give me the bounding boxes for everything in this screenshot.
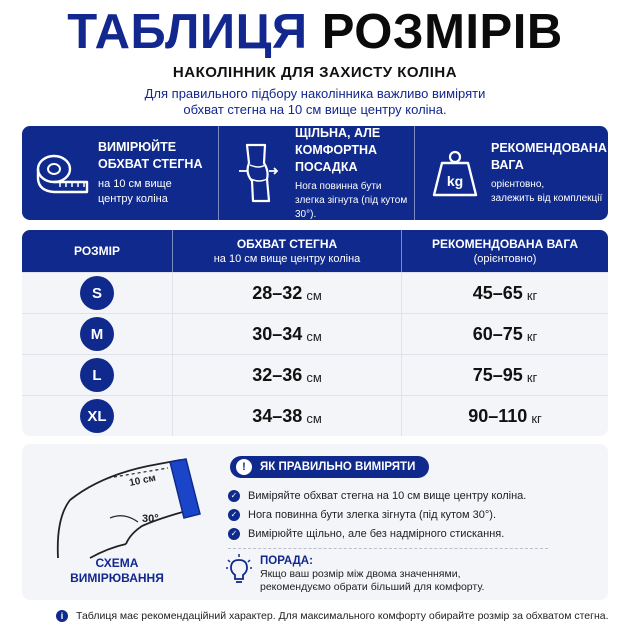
weight-value: 45–65 bbox=[472, 282, 523, 303]
info-weight-body bbox=[491, 178, 607, 206]
scheme-caption bbox=[52, 556, 182, 586]
scheme-caption-l1: СХЕМА bbox=[95, 556, 139, 570]
girth-value: 28–32 bbox=[252, 282, 303, 303]
header-girth-sub: на 10 см вище центру коліна bbox=[213, 252, 361, 265]
girth-unit: см bbox=[306, 328, 322, 344]
how-to-measure-badge bbox=[230, 456, 429, 478]
page-title bbox=[0, 6, 630, 58]
diagram-angle-label: 30° bbox=[142, 513, 159, 525]
table-header bbox=[22, 230, 608, 272]
info-measure-heading-l1: ВИМІРЮЙТЕ bbox=[98, 140, 177, 154]
header-weight-sub: (орієнтовно) bbox=[473, 252, 537, 265]
check-icon: ✓ bbox=[228, 509, 240, 521]
info-icon: i bbox=[56, 610, 68, 622]
weight-unit: кг bbox=[531, 410, 542, 426]
intro-text bbox=[0, 86, 630, 118]
lightbulb-icon bbox=[226, 554, 252, 586]
title-part-1: ТАБЛИЦЯ bbox=[67, 5, 308, 59]
check-icon: ✓ bbox=[228, 490, 240, 502]
list-item bbox=[228, 505, 526, 524]
info-fit-heading-l2: КОМФОРТНА ПОСАДКА bbox=[295, 142, 378, 174]
steps-list bbox=[228, 486, 526, 543]
step-text: Виміряйте обхват стегна на 10 см вище центру коліна. bbox=[248, 489, 527, 502]
info-weight-body-l1: орієнтовно, bbox=[491, 179, 545, 190]
table-row bbox=[22, 313, 608, 354]
weight-icon-label: kg bbox=[446, 173, 464, 189]
info-weight bbox=[414, 126, 608, 220]
header-girth-main: ОБХВАТ СТЕГНА bbox=[236, 236, 338, 251]
list-item bbox=[228, 486, 526, 505]
weight-value: 75–95 bbox=[472, 364, 523, 385]
weight-unit: кг bbox=[526, 287, 538, 303]
info-measure-body-l2: центру коліна bbox=[98, 193, 168, 205]
info-measure-heading bbox=[98, 139, 202, 173]
tip-title: ПОРАДА: bbox=[260, 555, 313, 567]
exclamation-icon: ! bbox=[236, 459, 252, 475]
header-weight-main: РЕКОМЕНДОВАНА ВАГА bbox=[431, 236, 579, 251]
scheme-caption-l2: ВИМІРЮВАННЯ bbox=[70, 571, 164, 585]
info-measure bbox=[22, 126, 218, 220]
info-fit-heading-l1: ЩІЛЬНА, АЛЕ bbox=[295, 125, 381, 140]
tip-block bbox=[226, 554, 484, 594]
info-fit bbox=[218, 126, 414, 220]
info-measure-body-l1: на 10 см вище bbox=[98, 178, 172, 190]
list-item bbox=[228, 524, 526, 543]
girth-unit: см bbox=[306, 369, 322, 385]
diagram-distance-label: 10 см bbox=[128, 472, 157, 489]
divider bbox=[228, 548, 548, 549]
girth-value: 32–36 bbox=[252, 364, 303, 385]
check-icon: ✓ bbox=[228, 528, 240, 540]
intro-line-2: обхват стегна на 10 см вище центру коліна. bbox=[183, 102, 447, 117]
girth-unit: см bbox=[306, 410, 322, 426]
size-badge: M bbox=[80, 317, 114, 351]
girth-unit: см bbox=[306, 287, 322, 303]
page-subtitle: НАКОЛІННИК ДЛЯ ЗАХИСТУ КОЛІНА bbox=[172, 64, 458, 81]
girth-value: 34–38 bbox=[252, 405, 303, 426]
info-band bbox=[22, 126, 608, 220]
size-badge: S bbox=[80, 276, 114, 310]
info-weight-body-l2: залежить від комплекції bbox=[491, 193, 603, 204]
step-text: Вимірюйте щільно, але без надмірного стискання. bbox=[248, 527, 505, 540]
table-row bbox=[22, 395, 608, 436]
tape-measure-icon bbox=[34, 143, 90, 203]
weight-value: 90–110 bbox=[468, 405, 528, 426]
info-fit-body-l1: Нога повинна бути bbox=[295, 180, 382, 192]
weight-unit: кг bbox=[526, 328, 538, 344]
how-to-measure-title: ЯК ПРАВИЛЬНО ВИМІРЯТИ bbox=[260, 461, 416, 473]
info-fit-body-l2: злегка зігнута (під кутом 30°). bbox=[295, 194, 408, 220]
girth-value: 30–34 bbox=[252, 323, 303, 344]
tip-line-1: Якщо ваш розмір між двома значеннями, bbox=[260, 568, 461, 580]
knee-sleeve-icon bbox=[231, 143, 287, 203]
size-table bbox=[22, 230, 608, 436]
footer-note bbox=[56, 610, 609, 622]
info-measure-body bbox=[98, 177, 202, 207]
tip-line-2: рекомендуємо обрати більший для комфорту. bbox=[260, 581, 485, 593]
weight-unit: кг bbox=[526, 369, 538, 385]
info-weight-heading-l1: РЕКОМЕНДОВАНА bbox=[491, 141, 607, 155]
measurement-diagram bbox=[30, 448, 220, 560]
size-badge: L bbox=[80, 358, 114, 392]
table-row bbox=[22, 354, 608, 395]
footer-text: Таблиця має рекомендаційний характер. Для максимального комфорту обирайте розмір за обхватом стегна. bbox=[76, 610, 609, 622]
info-weight-heading-l2: ВАГА bbox=[491, 158, 524, 172]
title-part-2: РОЗМІРІВ bbox=[321, 5, 563, 59]
header-size: РОЗМІР bbox=[73, 244, 121, 258]
info-measure-heading-l2: ОБХВАТ СТЕГНА bbox=[98, 157, 203, 171]
info-fit-body bbox=[295, 180, 414, 222]
header-weight bbox=[401, 230, 608, 272]
info-weight-heading bbox=[491, 140, 607, 174]
measure-panel bbox=[22, 444, 608, 600]
table-row bbox=[22, 272, 608, 313]
size-badge: XL bbox=[80, 399, 114, 433]
weight-value: 60–75 bbox=[472, 323, 523, 344]
weight-kg-icon bbox=[427, 143, 483, 203]
info-fit-heading bbox=[295, 125, 414, 176]
intro-line-1: Для правильного підбору наколінника важливо виміряти bbox=[144, 86, 486, 101]
header-girth bbox=[172, 230, 401, 272]
step-text: Нога повинна бути злегка зігнута (під кутом 30°). bbox=[248, 508, 497, 521]
